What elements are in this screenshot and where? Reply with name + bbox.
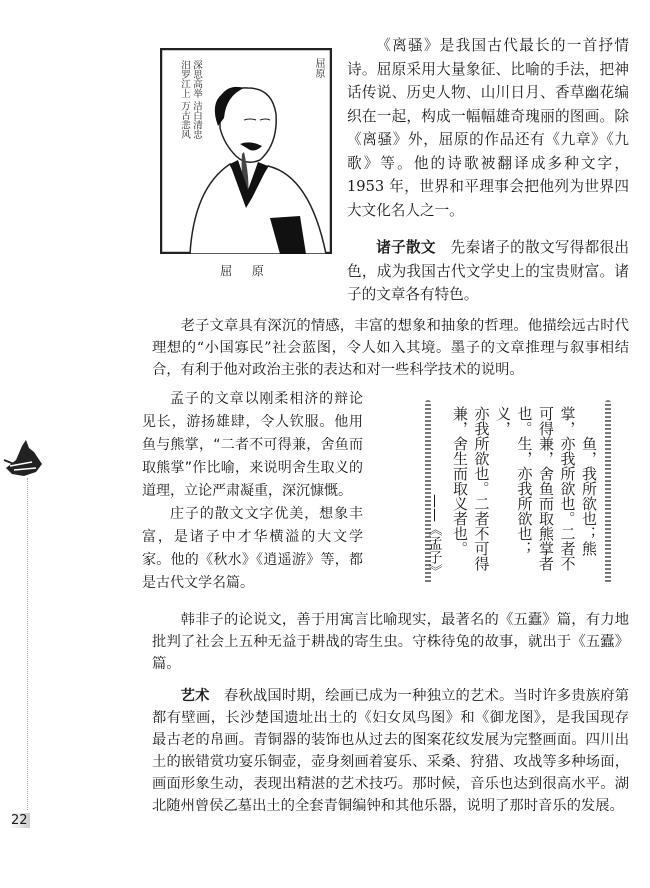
portrait-frame [160, 48, 332, 254]
laozi-mozi-paragraph: 老子文章具有深沉的情感，丰富的想象和抽象的哲理。他描绘远古时代理想的“小国寡民”社会蓝图，令人如入其境。墨子的文章推理与叙事相结合，有利于他对政治主张的表达和对一些科学技术的说明。 [152, 317, 629, 378]
portrait-inscription-verse: 深思高举 洁白清忠 汨罗江上 万古悲风 [179, 60, 202, 140]
mencius-quote-box [425, 400, 611, 584]
portrait-figure [160, 48, 332, 279]
quote-line: 鱼，我所欲也；熊 [580, 435, 598, 556]
quote-line: 兼，舍生而取义者也。 [451, 405, 469, 556]
top-section [0, 34, 650, 307]
mengzi-paragraph: 孟子的文章以刚柔相济的辩论见长，游扬雄肆，令人钦服。他用鱼与熊掌，“二者不可得兼，舍鱼而取熊掌”作比喻，来说明舍生取义的道理，立论严肃凝重，深沉慷慨。 [142, 390, 363, 499]
zhuangzi-paragraph: 庄子的散文文字优美，想象丰富，是诸子中才华横溢的大文学家。他的《秋水》《逍遥游》等，都是古代文学名篇。 [142, 505, 363, 591]
portrait-caption: 屈 原 [220, 264, 272, 278]
section-heading-art: 艺术 [180, 687, 210, 704]
page-content [0, 34, 650, 817]
li-sao-paragraph: 《离骚》是我国古代最长的一首抒情诗。屈原采用大量象征、比喻的手法，把神话传说、历史人物、山川日月、香草幽花编织在一起，构成一幅幅雄奇瑰丽的图画。除《离骚》外，屈原的作品还有《九章》《九歌》等。他的诗歌被翻译成多种文字，1953 年，世界和平理事会把他列为世界四大文化名人之一。 [347, 37, 629, 219]
quote-line: 亦我所欲也。二者不可得 [472, 405, 491, 571]
quote-source: ——《孟子》 [426, 493, 443, 578]
middle-section [0, 388, 650, 595]
page-number: 22 [11, 813, 28, 828]
zhuzi-prose-paragraph [347, 236, 629, 307]
quote-line: 掌，亦我所欲也。二者不 [558, 405, 577, 571]
mencius-zhuangzi-column [142, 388, 363, 595]
quote-line: 也。生，亦我所欲也；义， [494, 405, 534, 556]
top-text-column [347, 34, 629, 307]
quote-line: 可得兼，舍鱼而取熊掌者 [537, 405, 555, 571]
art-paragraph [152, 685, 629, 817]
portrait-inscription-name: 屈原 [313, 58, 324, 78]
quote-text [426, 405, 599, 578]
section-heading-zhuzi: 诸子散文 [376, 239, 436, 256]
art-text: 春秋战国时期，绘画已成为一种独立的艺术。当时许多贵族府第都有壁画，长沙楚国遗址出土的《妇女凤鸟图》和《御龙图》，是我国现存最古老的帛画。青铜器的装饰也从过去的图案花纹发展为完整画面。四川出土的嵌错赏功宴乐铜壶，壶身刻画着宴乐、采桑、狩猎、攻战等多种场面，画面形象生动，表现出精湛的艺术技巧。那时候，音乐也达到很高水平。湖北随州曾侯乙墓出土的全套青铜编钟和其他乐器，说明了那时音乐的发展。 [152, 687, 630, 814]
zhuzi-text: 先秦诸子的散文写得都很出色，成为我国古代文学史上的宝贵财富。诸子的文章各有特色。 [347, 239, 629, 303]
quote-border-right [605, 400, 611, 584]
hanfeizi-paragraph: 韩非子的论说文，善于用寓言比喻现实，最著名的《五蠹》篇，有力地批判了社会上五种无益于耕战的寄生虫。守株待兔的故事，就出于《五蠹》篇。 [152, 611, 629, 672]
